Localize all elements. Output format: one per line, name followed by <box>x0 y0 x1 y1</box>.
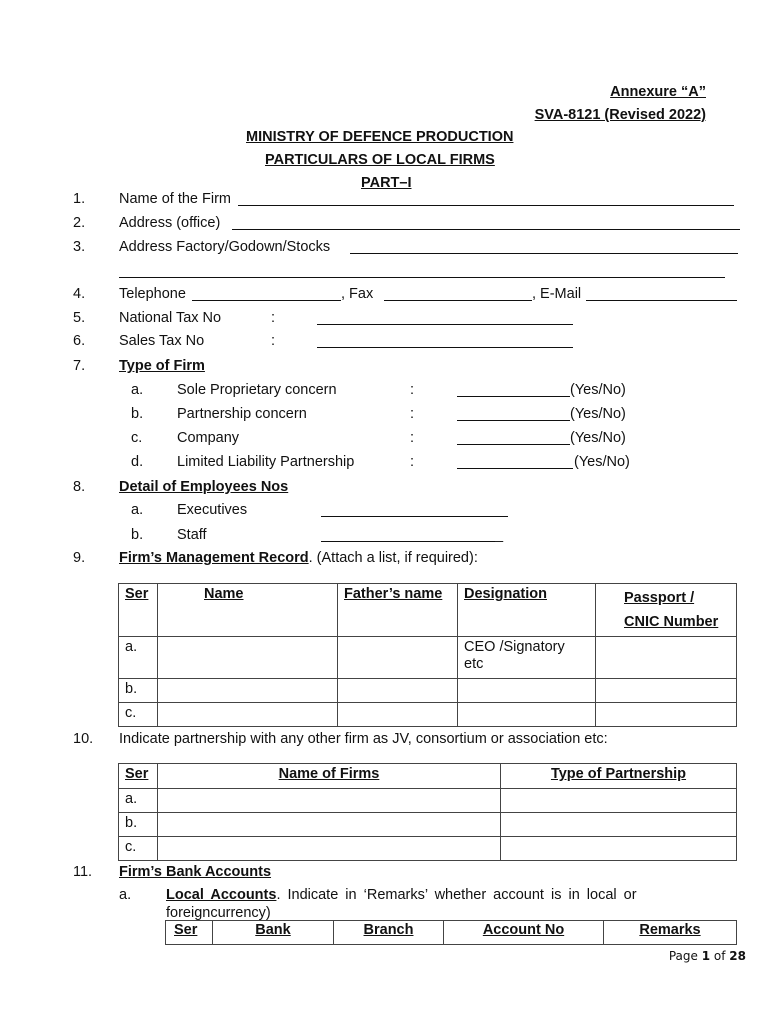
father-name-cell[interactable] <box>338 637 458 679</box>
table-row <box>119 703 737 727</box>
telephone-field[interactable] <box>192 300 341 301</box>
col-ser: Ser <box>119 764 158 789</box>
table-row <box>119 813 737 837</box>
colon: : <box>271 310 276 326</box>
sub-letter: b. <box>131 527 144 543</box>
item-number: 11. <box>73 864 93 880</box>
item-number: 2. <box>73 215 86 231</box>
item-number: 5. <box>73 310 86 326</box>
staff-field[interactable] <box>321 541 495 542</box>
firm-name-field[interactable] <box>238 205 734 206</box>
item-number: 1. <box>73 191 86 207</box>
local-accounts-text-2: foreigncurrency) <box>166 905 271 921</box>
passport-cell[interactable] <box>596 679 737 703</box>
ser-cell: c. <box>119 703 158 727</box>
ser-cell: b. <box>119 679 158 703</box>
ser-cell: a. <box>119 637 158 679</box>
table-row <box>119 637 737 679</box>
father-name-cell[interactable] <box>338 703 458 727</box>
father-name-cell[interactable] <box>338 679 458 703</box>
local-accounts-text: . Indicate in ‘Remarks’ whether account is in local or <box>276 887 637 903</box>
fax-field[interactable] <box>384 300 532 301</box>
yes-no-hint: (Yes/No) <box>570 406 626 422</box>
partnership-type-cell[interactable] <box>501 789 737 813</box>
designation-cell[interactable] <box>458 679 596 703</box>
part-title: PART–I <box>361 175 412 191</box>
sub-letter: a. <box>131 502 144 518</box>
sole-proprietary-label: Sole Proprietary concern <box>177 382 337 398</box>
table-row <box>119 837 737 861</box>
sales-tax-label: Sales Tax No <box>119 333 205 349</box>
management-note: . (Attach a list, if required): <box>308 550 478 566</box>
llp-label: Limited Liability Partnership <box>177 454 355 470</box>
company-field[interactable] <box>457 444 570 445</box>
colon: : <box>410 406 415 422</box>
item-number: 6. <box>73 333 86 349</box>
page-current: 1 <box>701 949 711 963</box>
ser-cell: b. <box>119 813 158 837</box>
table-row <box>119 679 737 703</box>
office-address-label: Address (office) <box>119 215 221 231</box>
form-number: SVA-8121 (Revised 2022) <box>534 107 706 123</box>
item-number: 4. <box>73 286 86 302</box>
col-branch: Branch <box>334 921 444 945</box>
national-tax-label: National Tax No <box>119 310 222 326</box>
sub-letter: a. <box>119 887 132 903</box>
annexure-label: Annexure “A” <box>610 84 706 100</box>
colon: : <box>271 333 276 349</box>
col-passport-cnic <box>596 584 737 637</box>
office-address-field[interactable] <box>232 229 740 230</box>
name-cell[interactable] <box>158 637 338 679</box>
sales-tax-field[interactable] <box>317 347 573 348</box>
name-cell[interactable] <box>158 679 338 703</box>
partnership-type-cell[interactable] <box>501 813 737 837</box>
particulars-title: PARTICULARS OF LOCAL FIRMS <box>265 152 495 168</box>
partnership-table <box>118 763 737 861</box>
bank-accounts-table <box>165 920 737 945</box>
col-bank: Bank <box>213 921 334 945</box>
email-field[interactable] <box>586 300 737 301</box>
sole-proprietary-field[interactable] <box>457 396 570 397</box>
partnership-instruction: Indicate partnership with any other firm as JV, consortium or association etc: <box>119 731 608 747</box>
partnership-label: Partnership concern <box>177 406 307 422</box>
item-number: 9. <box>73 550 86 566</box>
executives-label: Executives <box>177 502 248 518</box>
management-record-row <box>119 550 478 566</box>
col-partnership-type: Type of Partnership <box>501 764 737 789</box>
col-ser: Ser <box>166 921 213 945</box>
designation-cell[interactable] <box>458 703 596 727</box>
bank-accounts-heading: Firm’s Bank Accounts <box>119 864 272 880</box>
firm-name-cell[interactable] <box>158 789 501 813</box>
management-heading: Firm’s Management Record <box>119 550 309 566</box>
sub-letter: b. <box>131 406 144 422</box>
email-label: , E-Mail <box>532 286 582 302</box>
page-total: 28 <box>729 949 746 963</box>
cnic-header: CNIC Number <box>624 614 719 630</box>
col-remarks: Remarks <box>604 921 737 945</box>
factory-address-field[interactable] <box>350 253 738 254</box>
passport-header: Passport / <box>624 590 695 606</box>
yes-no-hint: (Yes/No) <box>574 454 630 470</box>
item-number: 7. <box>73 358 86 374</box>
colon: : <box>410 454 415 470</box>
staff-label: Staff <box>177 527 207 543</box>
col-designation: Designation <box>458 584 596 637</box>
sub-letter: c. <box>131 430 143 446</box>
ministry-title: MINISTRY OF DEFENCE PRODUCTION <box>246 129 514 145</box>
col-account-no: Account No <box>444 921 604 945</box>
partnership-type-cell[interactable] <box>501 837 737 861</box>
local-accounts-title: Local Accounts <box>166 887 277 903</box>
llp-field[interactable] <box>457 468 573 469</box>
item-number: 3. <box>73 239 86 255</box>
national-tax-field[interactable] <box>317 324 573 325</box>
telephone-label: Telephone <box>119 286 186 302</box>
col-name: Name <box>158 584 338 637</box>
factory-address-field-line2[interactable] <box>119 277 725 278</box>
col-firm-names: Name of Firms <box>158 764 501 789</box>
employees-heading: Detail of Employees Nos <box>119 479 289 495</box>
company-label: Company <box>177 430 240 446</box>
yes-no-hint: (Yes/No) <box>570 382 626 398</box>
col-father-name: Father’s name <box>338 584 458 637</box>
name-cell[interactable] <box>158 703 338 727</box>
colon: : <box>410 382 415 398</box>
passport-cell[interactable] <box>596 637 737 679</box>
ser-cell: a. <box>119 789 158 813</box>
firm-name-label: Name of the Firm <box>119 191 231 207</box>
staff-trail: _ <box>495 527 504 543</box>
page-number <box>669 949 746 963</box>
designation-text-2: etc <box>464 656 484 672</box>
firm-name-cell[interactable] <box>158 837 501 861</box>
firm-type-heading: Type of Firm <box>119 358 205 374</box>
colon: : <box>410 430 415 446</box>
page-of: of <box>710 949 730 963</box>
table-row <box>119 789 737 813</box>
designation-text: CEO /Signatory <box>464 639 565 655</box>
item-number: 8. <box>73 479 86 495</box>
sub-letter: d. <box>131 454 144 470</box>
executives-field[interactable] <box>321 516 508 517</box>
management-table <box>118 583 737 727</box>
designation-cell[interactable] <box>458 637 596 679</box>
passport-cell[interactable] <box>596 703 737 727</box>
local-accounts-row <box>166 887 637 903</box>
ser-cell: c. <box>119 837 158 861</box>
sub-letter: a. <box>131 382 144 398</box>
factory-address-label: Address Factory/Godown/Stocks <box>119 239 331 255</box>
partnership-field[interactable] <box>457 420 570 421</box>
firm-name-cell[interactable] <box>158 813 501 837</box>
fax-label: , Fax <box>341 286 374 302</box>
yes-no-hint: (Yes/No) <box>570 430 626 446</box>
col-ser: Ser <box>119 584 158 637</box>
item-number: 10. <box>73 731 94 747</box>
page-prefix: Page <box>668 949 702 963</box>
